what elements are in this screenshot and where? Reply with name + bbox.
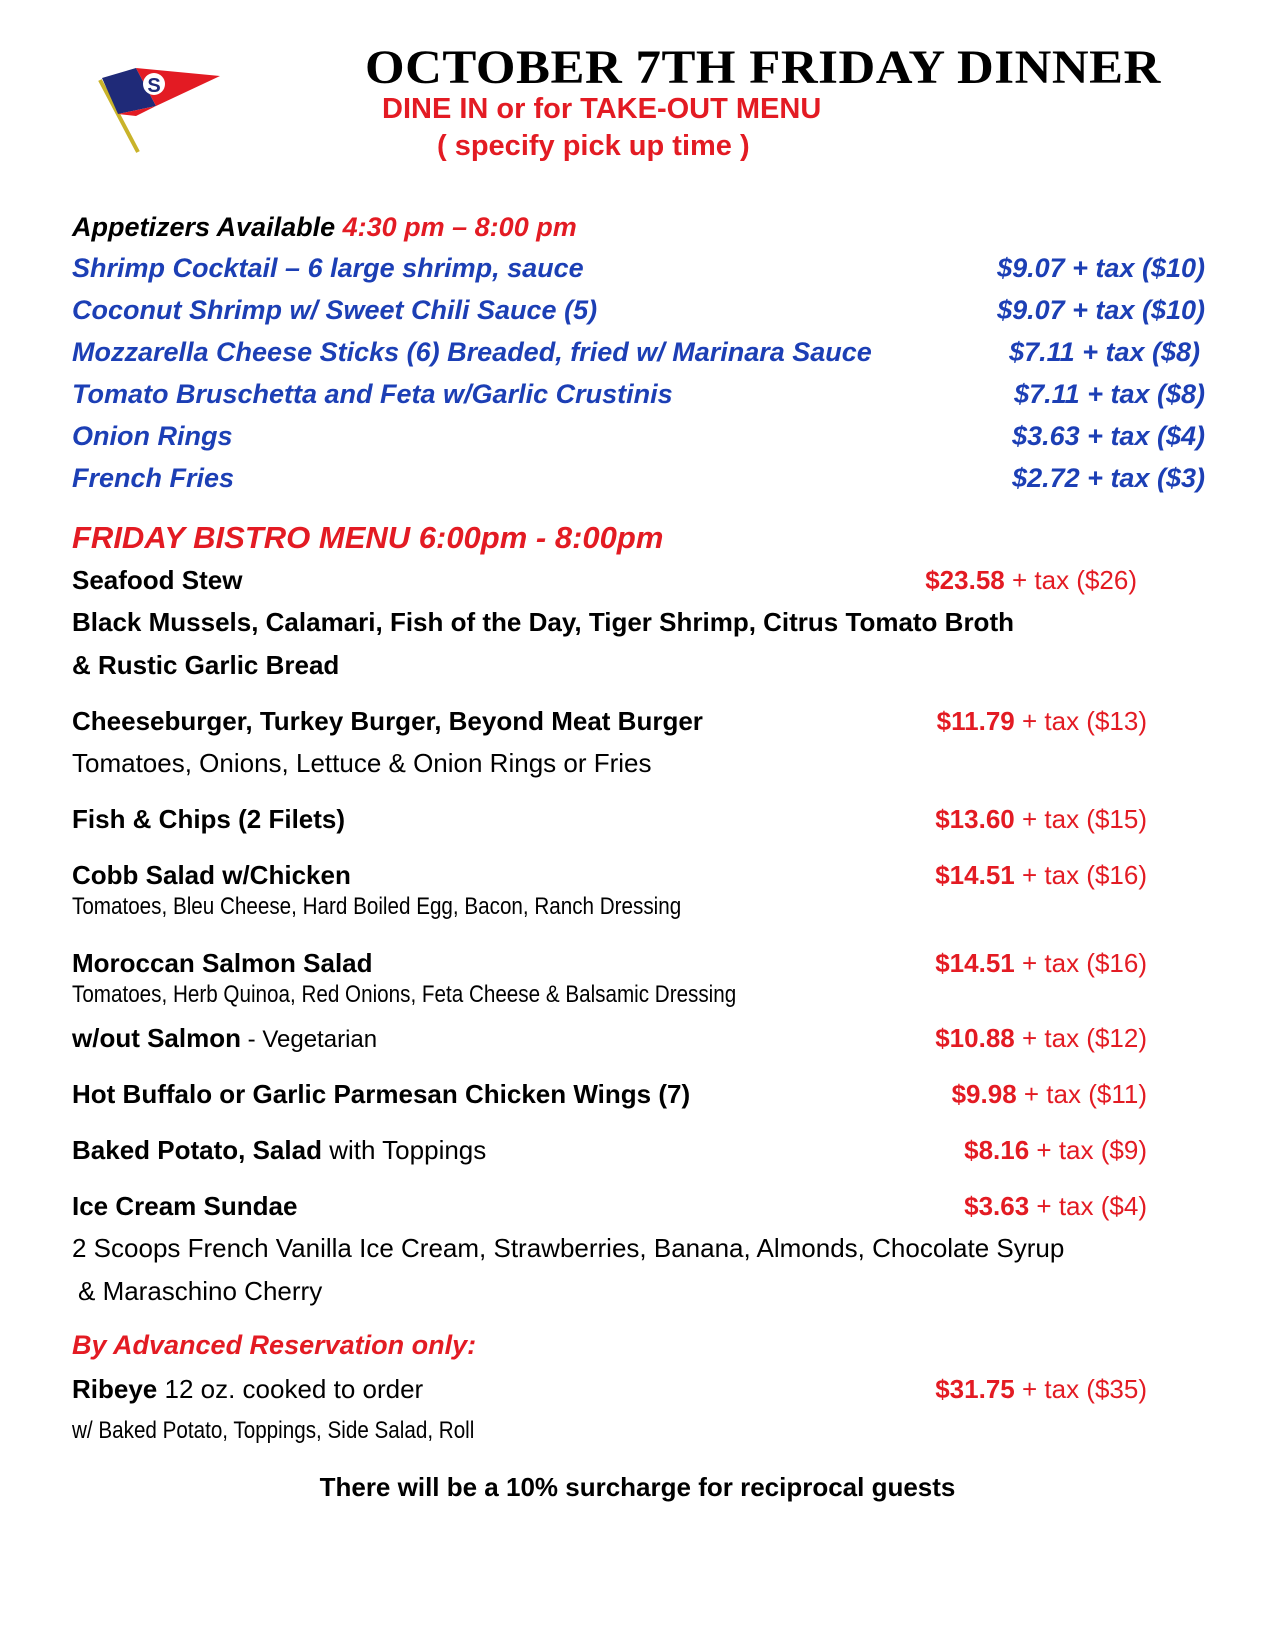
appetizers-hours: 4:30 pm – 8:00 pm	[342, 212, 577, 242]
tax-label: + tax	[1016, 1079, 1089, 1109]
tax-label: + tax	[1029, 1191, 1101, 1221]
menu-item-price	[935, 1374, 1147, 1405]
price-pretax: $10.88	[935, 1023, 1015, 1053]
price-pretax: $11.79	[936, 706, 1015, 736]
flag-letter: S	[147, 75, 161, 97]
appetizer-item: Onion Rings	[72, 421, 233, 451]
bistro-heading: FRIDAY BISTRO MENU 6:00pm - 8:00pm	[72, 520, 664, 555]
tax-label: + tax	[1014, 804, 1087, 834]
appetizer-price: $9.07 + tax ($10)	[997, 253, 1205, 283]
menu-item-price	[964, 1191, 1147, 1222]
menu-item-name: Hot Buffalo or Garlic Parmesan Chicken Wings (7)	[72, 1079, 691, 1109]
price-pretax: $3.63	[964, 1191, 1030, 1221]
menu-item-description: w/ Baked Potato, Toppings, Side Salad, Roll	[72, 1417, 475, 1444]
menu-item-name: Cobb Salad w/Chicken	[72, 860, 351, 890]
item-name-bold: Ribeye	[72, 1374, 158, 1404]
menu-item-name: Seafood Stew	[72, 565, 243, 595]
price-pretax: $23.58	[925, 565, 1005, 595]
item-name-bold: w/out Salmon	[72, 1023, 241, 1053]
menu-item-price	[935, 860, 1147, 891]
tax-label: + tax	[1029, 1135, 1101, 1165]
appetizer-price: $2.72 + tax ($3)	[1012, 463, 1205, 493]
tax-label: + tax	[1014, 860, 1087, 890]
pickup-note: ( specify pick up time )	[437, 130, 750, 162]
appetizer-price: $9.07 + tax ($10)	[997, 295, 1205, 325]
price-total: ($4)	[1100, 1191, 1147, 1221]
page-title: OCTOBER 7TH FRIDAY DINNER	[365, 41, 1161, 94]
menu-item-price	[935, 948, 1147, 979]
item-note: 12 oz. cooked to order	[157, 1374, 424, 1404]
tax-label: + tax	[1014, 1023, 1087, 1053]
menu-item-name	[72, 1135, 486, 1166]
appetizer-price: $3.63 + tax ($4)	[1012, 421, 1205, 451]
price-pretax: $31.75	[935, 1374, 1015, 1404]
menu-item-name	[72, 1023, 377, 1054]
price-pretax: $14.51	[935, 860, 1015, 890]
tax-label: + tax	[1014, 706, 1087, 736]
menu-item-name: Moroccan Salmon Salad	[72, 948, 373, 978]
tax-label: + tax	[1014, 1374, 1087, 1404]
menu-item-price	[935, 804, 1147, 835]
menu-item-price	[935, 1023, 1147, 1054]
menu-item-name: Ice Cream Sundae	[72, 1191, 298, 1221]
menu-item-price	[925, 565, 1137, 596]
menu-item-name	[72, 1374, 423, 1405]
price-total: ($26)	[1076, 565, 1137, 595]
menu-item-description: 2 Scoops French Vanilla Ice Cream, Strawberries, Banana, Almonds, Chocolate Syrup	[72, 1233, 1065, 1263]
tax-label: + tax	[1004, 565, 1077, 595]
menu-item-description: Tomatoes, Onions, Lettuce & Onion Rings or Fries	[72, 748, 652, 778]
appetizer-price: $7.11 + tax ($8)	[1009, 337, 1200, 367]
appetizer-item: Tomato Bruschetta and Feta w/Garlic Crustinis	[72, 379, 673, 409]
menu-item-price	[964, 1135, 1147, 1166]
price-total: ($11)	[1088, 1079, 1147, 1109]
item-note: with Toppings	[321, 1135, 487, 1165]
appetizer-item: French Fries	[72, 463, 235, 493]
menu-item-description: & Maraschino Cherry	[78, 1276, 323, 1306]
price-total: ($9)	[1100, 1135, 1147, 1165]
price-total: ($35)	[1086, 1374, 1147, 1404]
surcharge-notice: There will be a 10% surcharge for reciprocal guests	[319, 1472, 956, 1502]
price-pretax: $13.60	[935, 804, 1015, 834]
page-subtitle: DINE IN or for TAKE-OUT MENU	[382, 93, 822, 125]
club-burgee-logo	[96, 56, 226, 161]
menu-item-price	[937, 706, 1147, 737]
appetizer-item: Coconut Shrimp w/ Sweet Chili Sauce (5)	[72, 295, 598, 325]
menu-item-description: Tomatoes, Herb Quinoa, Red Onions, Feta Cheese & Balsamic Dressing	[72, 981, 737, 1008]
item-name-bold: Baked Potato, Salad	[72, 1135, 322, 1165]
menu-item-price	[952, 1079, 1147, 1110]
menu-item-name: Fish & Chips (2 Filets)	[72, 804, 346, 834]
price-pretax: $8.16	[964, 1135, 1030, 1165]
menu-item-description: & Rustic Garlic Bread	[72, 650, 340, 680]
price-pretax: $9.98	[951, 1079, 1017, 1109]
menu-item-name: Cheeseburger, Turkey Burger, Beyond Meat Burger	[72, 706, 703, 736]
menu-item-description: Tomatoes, Bleu Cheese, Hard Boiled Egg, Bacon, Ranch Dressing	[72, 893, 682, 920]
item-note: - Vegetarian	[241, 1026, 378, 1053]
appetizers-heading-label: Appetizers Available	[72, 212, 336, 242]
appetizer-item: Mozzarella Cheese Sticks (6) Breaded, fried w/ Marinara Sauce	[72, 337, 872, 367]
appetizer-price: $7.11 + tax ($8)	[1014, 379, 1205, 409]
menu-item-description: Black Mussels, Calamari, Fish of the Day, Tiger Shrimp, Citrus Tomato Broth	[72, 607, 1014, 637]
price-total: ($13)	[1086, 706, 1147, 736]
price-total: ($15)	[1086, 804, 1147, 834]
reservation-heading: By Advanced Reservation only:	[72, 1330, 477, 1360]
tax-label: + tax	[1014, 948, 1087, 978]
price-total: ($16)	[1086, 948, 1147, 978]
appetizers-heading	[72, 212, 577, 243]
price-total: ($16)	[1086, 860, 1147, 890]
price-pretax: $14.51	[935, 948, 1015, 978]
appetizer-item: Shrimp Cocktail – 6 large shrimp, sauce	[72, 253, 584, 283]
price-total: ($12)	[1086, 1023, 1147, 1053]
